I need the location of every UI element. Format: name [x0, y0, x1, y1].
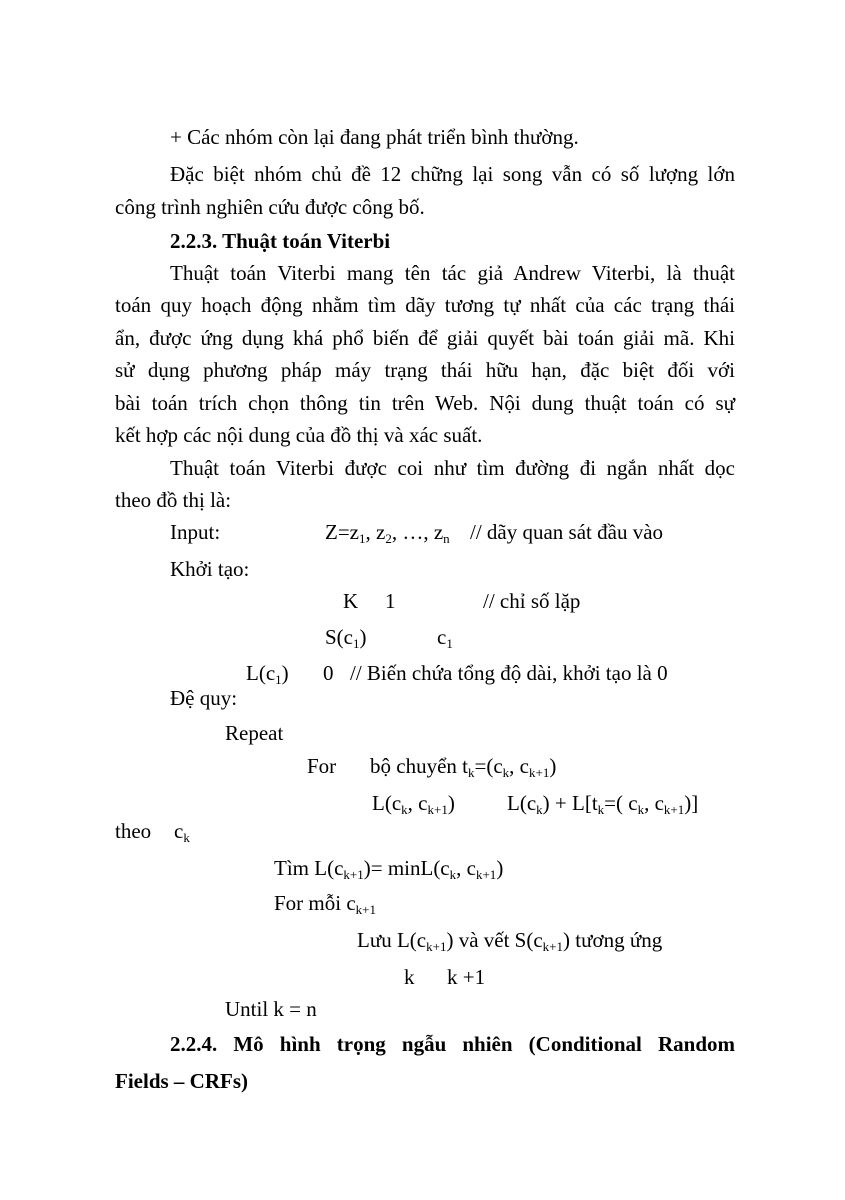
paragraph-line: ẩn, được ứng dụng khá phổ biến để giải quyết bài toán giải mã. Khi — [115, 326, 735, 350]
input-label: Input: — [170, 520, 221, 544]
k-comment: // chỉ số lặp — [483, 589, 581, 613]
k-value: 1 — [385, 589, 396, 613]
find-min-line: Tìm $L(c_{k+1})= \min L(c_k$, $c_{k+1}$) — [274, 856, 504, 882]
init-label: Khởi tạo: — [170, 557, 250, 581]
l-c1-value: 0 — [323, 661, 334, 685]
section-heading-2-2-3: 2.2.3. Thuật toán Viterbi — [170, 229, 391, 253]
paragraph-line: theo đồ thị là: — [115, 488, 232, 512]
paragraph-line: Thuật toán Viterbi mang tên tác giả Andrew Viterbi, là thuật — [170, 261, 735, 285]
bullet-line: + Các nhóm còn lại đang phát triển bình thường. — [170, 125, 579, 149]
input-sequence: $Z=z_1$, $z_2$, …, $z_n$ — [325, 520, 450, 546]
repeat-keyword: Repeat — [225, 721, 284, 745]
until-line: Until k = n — [225, 997, 317, 1021]
paragraph-line: Đặc biệt nhóm chủ đề 12 chững lại song vẫn có số lượng lớn — [170, 162, 735, 186]
paragraph-line: Thuật toán Viterbi được coi như tìm đường đi ngắn nhất dọc — [170, 456, 735, 480]
c1-value: $c_1$ — [437, 625, 453, 651]
input-comment: // dãy quan sát đầu vào — [470, 520, 664, 544]
transition-expression: bộ chuyển $t_k=(c_k$, $c_{k+1}$) — [370, 754, 557, 780]
for-keyword: For — [307, 754, 337, 778]
l-c1-expression: $L(c_1)$ — [246, 661, 289, 687]
theo-word: theo — [115, 819, 152, 843]
for-each-line: For mỗi $c_{k+1}$ — [274, 891, 377, 917]
s-c1-expression: $S(c_1)$ — [325, 625, 367, 651]
paragraph-line: công trình nghiên cứu được công bố. — [115, 195, 425, 219]
increment-k-value: k +1 — [447, 965, 486, 989]
paragraph-line: sử dụng phương pháp máy trạng thái hữu hạn, đặc biệt đối với — [115, 358, 735, 382]
l-c1-comment: // Biến chứa tổng độ dài, khởi tạo là 0 — [350, 661, 668, 685]
theo-ck: $c_k$ — [174, 819, 190, 845]
increment-k-var: k — [404, 965, 415, 989]
section-heading-2-2-4-cont: Fields – CRFs) — [115, 1069, 248, 1093]
paragraph-line: bài toán trích chọn thông tin trên Web. Nội dung thuật toán có sự — [115, 391, 735, 415]
recursion-label: Đệ quy: — [170, 686, 238, 710]
paragraph-line: kết hợp các nội dung của đồ thị và xác suất. — [115, 423, 483, 447]
update-left: $L(c_k$, $c_{k+1}$) — [372, 791, 455, 817]
update-right: $L(c_k) + L[t_k=$( $c_k$, $c_{k+1}$)] — [507, 791, 699, 817]
save-line: Lưu $L(c_{k+1})$ và vết $S(c_{k+1})$ tương ứng — [357, 928, 663, 954]
section-heading-2-2-4: 2.2.4. Mô hình trọng ngẫu nhiên (Conditional Random — [170, 1032, 735, 1056]
paragraph-line: toán quy hoạch động nhằm tìm dãy tương tự nhất của các trạng thái — [115, 293, 735, 317]
k-variable: K — [343, 589, 359, 613]
